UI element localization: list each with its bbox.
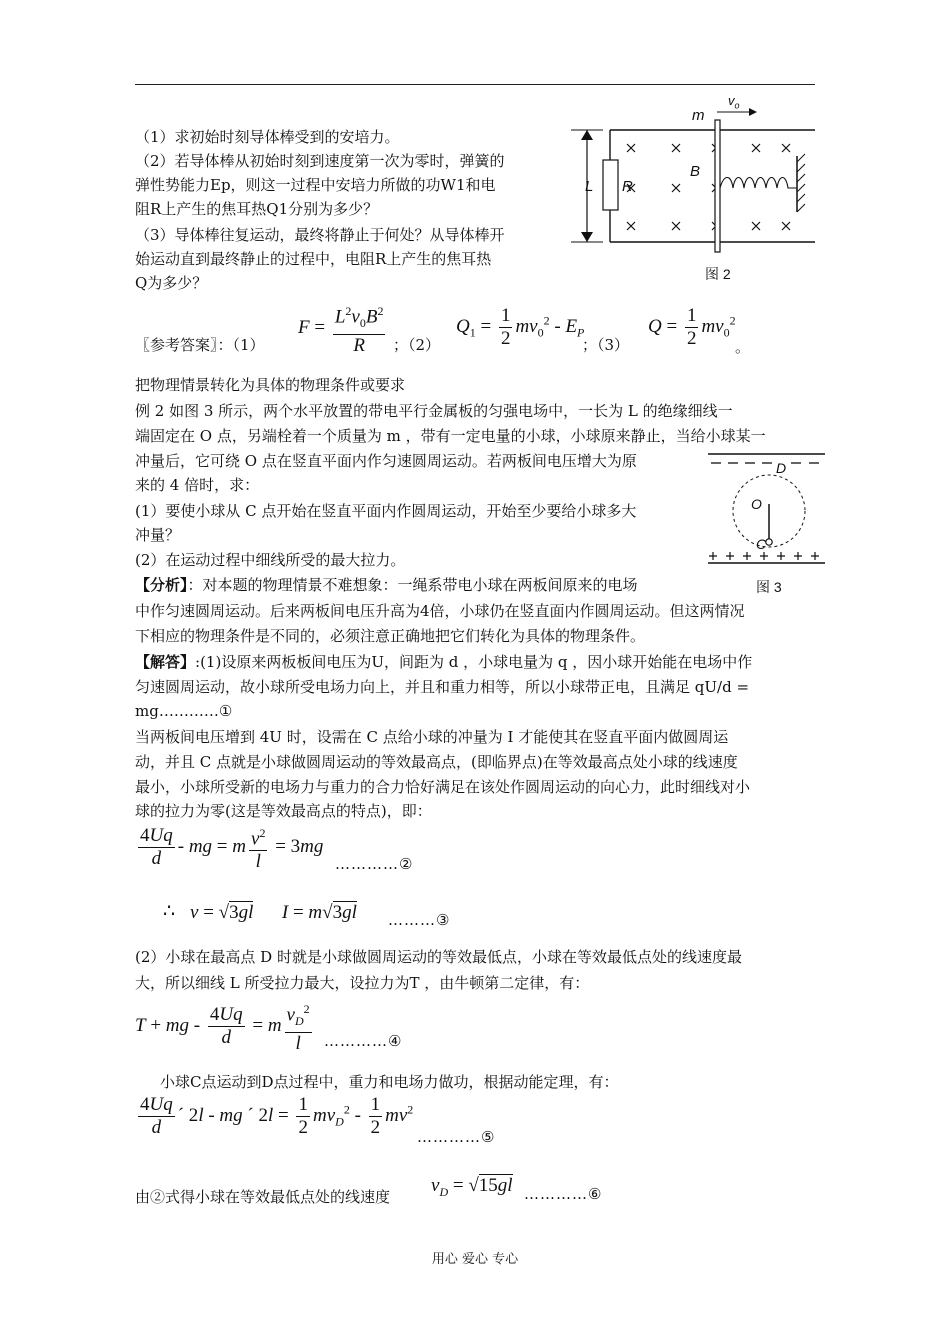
marker-6: …………⑥ (524, 1185, 603, 1203)
figure-3-label-D: D (776, 460, 787, 476)
solution-line-1: 【解答】:(1)设原来两板板间电压为U，间距为 d ，小球电量为 q ，因小球开始能在电场中作 (135, 653, 753, 671)
figure-2-label-v0: $v_o$ (728, 93, 740, 111)
example-line-2: 端固定在 O 点，另端栓着一个质量为 m ，带有一定电量的小球，小球原来静止，当给小球某一 (135, 427, 766, 445)
therefore-symbol: ∴ (163, 901, 176, 922)
para-2-line-4: 球的拉力为零(这是等效最高点的特点)，即： (135, 802, 432, 820)
figure-2-label-m: m (692, 107, 705, 124)
para-3-line-1: (2）小球在最高点 D 时就是小球做圆周运动的等效最低点，小球在等效最低点处的线速度最 (135, 948, 742, 966)
answer-sep-3: ；（3） (582, 336, 630, 354)
marker-5: …………⑤ (417, 1128, 496, 1146)
equation-6: $v_D = √15gl$ (431, 1175, 513, 1199)
figure-2-label-L: L (585, 178, 594, 195)
para-4: 小球C点运动到D点过程中，重力和电场力做功，根据动能定理，有： (160, 1073, 619, 1091)
marker-2: …………② (335, 855, 414, 873)
question-3-line-3: Q为多少？ (135, 274, 208, 292)
analysis-line-3: 下相应的物理条件是不同的，必须注意正确地把它们转化为具体的物理条件。 (135, 627, 646, 645)
equation-5: $\frac{4Uq}{d}$ ´ 2l - mg ´ 2l = $\frac{1}{2}$ $mv_D^2$ - $\frac{1}{2}$ $mv^2$ (140, 1094, 414, 1138)
answer-end: 。 (735, 338, 751, 356)
answer-1-formula: F = $\frac{L^2v_0B^2}{R}$ (298, 300, 388, 357)
solution-line-2: 匀速圆周运动，故小球所受电场力向上，并且和重力相等，所以小球带正电，且满足 qU/d = (135, 678, 750, 696)
marker-4: …………④ (324, 1032, 403, 1050)
analysis-line-1: 【分析】：对本题的物理情景不难想象：一绳系带电小球在两板间原来的电场 (135, 576, 638, 594)
figure-2-label-R: R (622, 178, 633, 195)
figure-3-label-C: C (756, 536, 767, 552)
figure-3-caption: 图 3 (756, 579, 782, 595)
figure-3-diagram (705, 450, 830, 570)
example-line-1: 例 2 如图 3 所示，两个水平放置的带电平行金属板的匀强电场中，一长为 L 的绝缘细线一 (135, 402, 733, 420)
answer-label: 〖参考答案〗：（1） (135, 336, 265, 354)
example-q1-line-1: (1）要使小球从 C 点开始在竖直平面内作圆周运动，开始至少要给小球多大 (135, 502, 637, 520)
figure-2-label-B: B (690, 163, 701, 180)
example-q2: (2）在运动过程中细线所受的最大拉力。 (135, 551, 406, 569)
equation-4: T + mg - $\frac{4Uq}{d}$ = m $\frac{v_D^2}{l}$ (135, 998, 315, 1055)
para-5: 由②式得小球在等效最低点处的线速度 (135, 1188, 391, 1206)
analysis-line-2: 中作匀速圆周运动。后来两板间电压升高为4倍，小球仍在竖直面内作圆周运动。但这两情况 (135, 602, 745, 620)
question-3-line-1: （3）导体棒往复运动，最终将静止于何处？从导体棒开 (135, 226, 505, 244)
figure-3-label-O: O (751, 496, 762, 512)
page-footer: 用心 爱心 专心 (431, 1252, 519, 1267)
question-1: （1）求初始时刻导体棒受到的安培力。 (135, 128, 400, 146)
para-2-line-3: 最小，小球所受新的电场力与重力的合力恰好满足在该处作圆周运动的向心力，此时细线对小 (135, 778, 751, 796)
question-2-line-2: 弹性势能力Ep，则这一过程中安培力所做的功W1和电 (135, 176, 496, 194)
section-heading: 把物理情景转化为具体的物理条件或要求 (135, 376, 406, 394)
answer-sep-2: ；（2） (393, 336, 441, 354)
equation-2: $\frac{4Uq}{d}$ - mg = m $\frac{v^2}{l}$ = 3mg (135, 822, 323, 873)
solution-line-3: mg…………① (135, 702, 233, 720)
top-rule (135, 84, 815, 85)
question-2-line-1: （2）若导体棒从初始时刻到速度第一次为零时，弹簧的 (135, 152, 505, 170)
para-3-line-2: 大，所以细线 L 所受拉力最大，设拉力为T ，由牛顿第二定律，有： (135, 974, 590, 992)
figure-2-caption: 图 2 (705, 266, 731, 282)
question-2-line-3: 阻R上产生的焦耳热Q1分别为多少？ (135, 200, 379, 218)
answer-2-formula: $Q_1$ = $\frac{1}{2}$ $mv_0^2 - E_P$ (456, 305, 585, 349)
marker-3: ………③ (388, 911, 451, 929)
example-line-4: 来的 4 倍时，求： (135, 476, 260, 494)
example-line-3: 冲量后，它可绕 O 点在竖直平面内作匀速圆周运动。若两板间电压增大为原 (135, 452, 637, 470)
example-q1-line-2: 冲量？ (135, 526, 181, 544)
equation-3: v = √3gl I = m√3gl (190, 902, 357, 923)
para-2-line-1: 当两板间电压增到 4U 时，设需在 C 点给小球的冲量为 I 才能使其在竖直平面内做圆周运 (135, 728, 729, 746)
question-3-line-2: 始运动直到最终静止的过程中，电阻R上产生的焦耳热 (135, 250, 492, 268)
answer-3-formula: Q = $\frac{1}{2}$ $mv_0^2$ (648, 305, 736, 349)
para-2-line-2: 动，并且 C 点就是小球做圆周运动的等效最高点，(即临界点)在等效最高点处小球的线速度 (135, 753, 738, 771)
